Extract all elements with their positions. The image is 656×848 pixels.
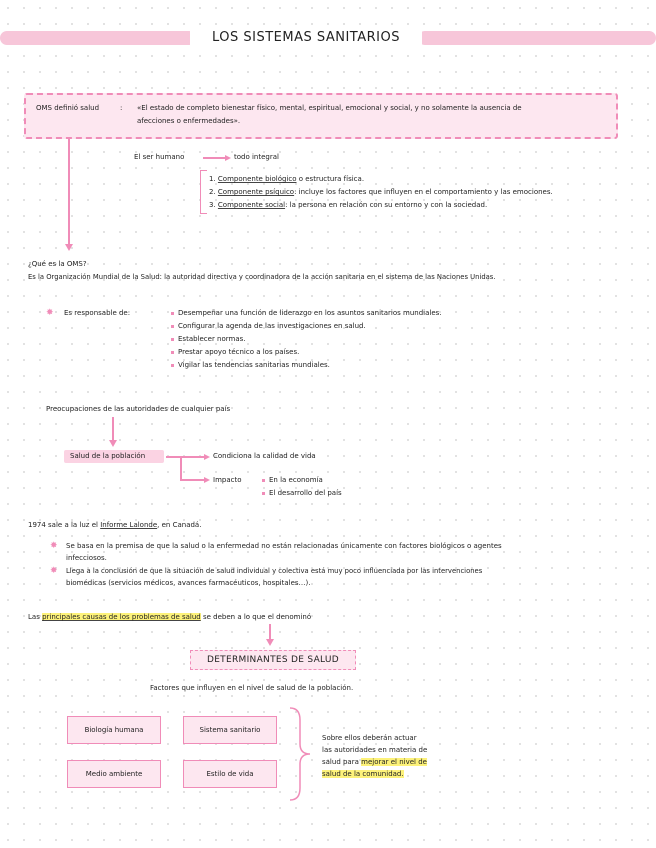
responsable-item-2: Configurar la agenda de las investigaciones en salud. bbox=[178, 322, 366, 330]
impacto-item-1: En la economía bbox=[269, 476, 323, 484]
bullet-icon bbox=[262, 492, 265, 495]
determinante-box-sistema: Sistema sanitario bbox=[183, 716, 277, 744]
note-line4: salud de la comunidad. bbox=[322, 770, 404, 778]
connector-line-vertical bbox=[68, 137, 70, 245]
connector-arrow bbox=[65, 244, 73, 251]
bullet-icon bbox=[171, 338, 174, 341]
impacto-item-2: El desarrollo del país bbox=[269, 489, 342, 497]
oms-colon: : bbox=[120, 104, 123, 112]
title-band-left bbox=[0, 31, 196, 45]
causas-line-down bbox=[269, 624, 271, 640]
components-bracket bbox=[200, 170, 207, 214]
lalonde-point1-line1: Se basa en la premisa de que la salud o la enfermedad no están relacionadas únicamente con factores biológicos o agentes bbox=[66, 542, 502, 550]
branch-arrow-bottom bbox=[204, 477, 210, 483]
component-item-3: 3. Componente social: la persona en relación con su entorno y con la sociedad. bbox=[209, 201, 488, 209]
oms-question: ¿Qué es la OMS? bbox=[28, 260, 87, 268]
salud-poblacion-text: Salud de la población bbox=[70, 452, 146, 460]
determinante-box-estilo: Estilo de vida bbox=[183, 760, 277, 788]
oms-label: OMS definió salud bbox=[36, 104, 100, 112]
branch-arrow-top bbox=[204, 454, 210, 460]
bullet-icon bbox=[171, 351, 174, 354]
impacto-text: Impacto bbox=[213, 476, 242, 484]
human-right-text: todo integral bbox=[234, 153, 279, 161]
oms-definition-line1: «El estado de completo bienestar físico, mental, espiritual, emocional y social, y no solamente la ausencia de bbox=[137, 104, 522, 112]
human-arrow-line bbox=[203, 157, 225, 159]
bullet-icon bbox=[171, 364, 174, 367]
star-bullet-icon: ✸ bbox=[46, 308, 54, 318]
page-title: LOS SISTEMAS SANITARIOS bbox=[190, 28, 422, 48]
oms-answer: Es la Organización Mundial de la Salud: la autoridad directiva y coordinadora de la acción sanitaria en el sistema de las Naciones Unidas. bbox=[28, 273, 496, 281]
causas-arrow bbox=[266, 639, 274, 646]
responsable-item-3: Establecer normas. bbox=[178, 335, 246, 343]
responsable-item-4: Prestar apoyo técnico a los países. bbox=[178, 348, 300, 356]
determinantes-subtitle: Factores que influyen en el nivel de salud de la población. bbox=[150, 684, 354, 692]
determinante-box-medio: Medio ambiente bbox=[67, 760, 161, 788]
branch-line-bottom bbox=[180, 479, 204, 481]
preocupaciones-line-down bbox=[112, 417, 114, 441]
responsable-label: Es responsable de: bbox=[64, 309, 131, 317]
determinante-box-biologia: Biología humana bbox=[67, 716, 161, 744]
star-bullet-icon: ✸ bbox=[50, 566, 58, 576]
lalonde-point2-line1: Llega a la conclusión de que la situación de salud individual y colectiva está muy poco influenciada por las intervenciones bbox=[66, 567, 483, 575]
preocupaciones-arrow bbox=[109, 440, 117, 447]
causas-text: Las principales causas de los problemas de salud se deben a lo que el denominó bbox=[28, 613, 312, 621]
human-left-text: El ser humano bbox=[134, 153, 185, 161]
bullet-icon bbox=[171, 325, 174, 328]
note-line3: salud para mejorar el nivel de bbox=[322, 758, 427, 766]
component-item-1: 1. Componente biológico o estructura física. bbox=[209, 175, 365, 183]
responsable-item-1: Desempeñar una función de liderazgo en los asuntos sanitarios mundiales. bbox=[178, 309, 442, 317]
human-arrow-head bbox=[225, 155, 231, 161]
branch-line-vertical bbox=[180, 456, 182, 480]
lalonde-point2-line2: biomédicas (servicios médicos, avances farmacéuticos, hospitales…). bbox=[66, 579, 311, 587]
component-item-2: 2. Componente psíquico: incluye los factores que influyen en el comportamiento y las emociones. bbox=[209, 188, 553, 196]
curly-brace-icon bbox=[286, 706, 312, 802]
note-line2: las autoridades en materia de bbox=[322, 746, 428, 754]
bullet-icon bbox=[171, 312, 174, 315]
lalonde-point1-line2: infecciosos. bbox=[66, 554, 107, 562]
title-band-right bbox=[418, 31, 656, 45]
bullet-icon bbox=[262, 479, 265, 482]
oms-definition-line2: afecciones o enfermedades». bbox=[137, 117, 241, 125]
condiciona-text: Condiciona la calidad de vida bbox=[213, 452, 316, 460]
star-bullet-icon: ✸ bbox=[50, 541, 58, 551]
oms-definition-box bbox=[24, 93, 618, 139]
branch-line-top bbox=[166, 456, 204, 458]
responsable-item-5: Vigilar las tendencias sanitarias mundiales. bbox=[178, 361, 330, 369]
preocupaciones-heading: Preocupaciones de las autoridades de cualquier país bbox=[46, 405, 231, 413]
lalonde-intro: 1974 sale a la luz el Informe Lalonde, en Canadá. bbox=[28, 521, 202, 529]
note-line1: Sobre ellos deberán actuar bbox=[322, 734, 417, 742]
determinantes-title-box: DETERMINANTES DE SALUD bbox=[190, 650, 356, 670]
